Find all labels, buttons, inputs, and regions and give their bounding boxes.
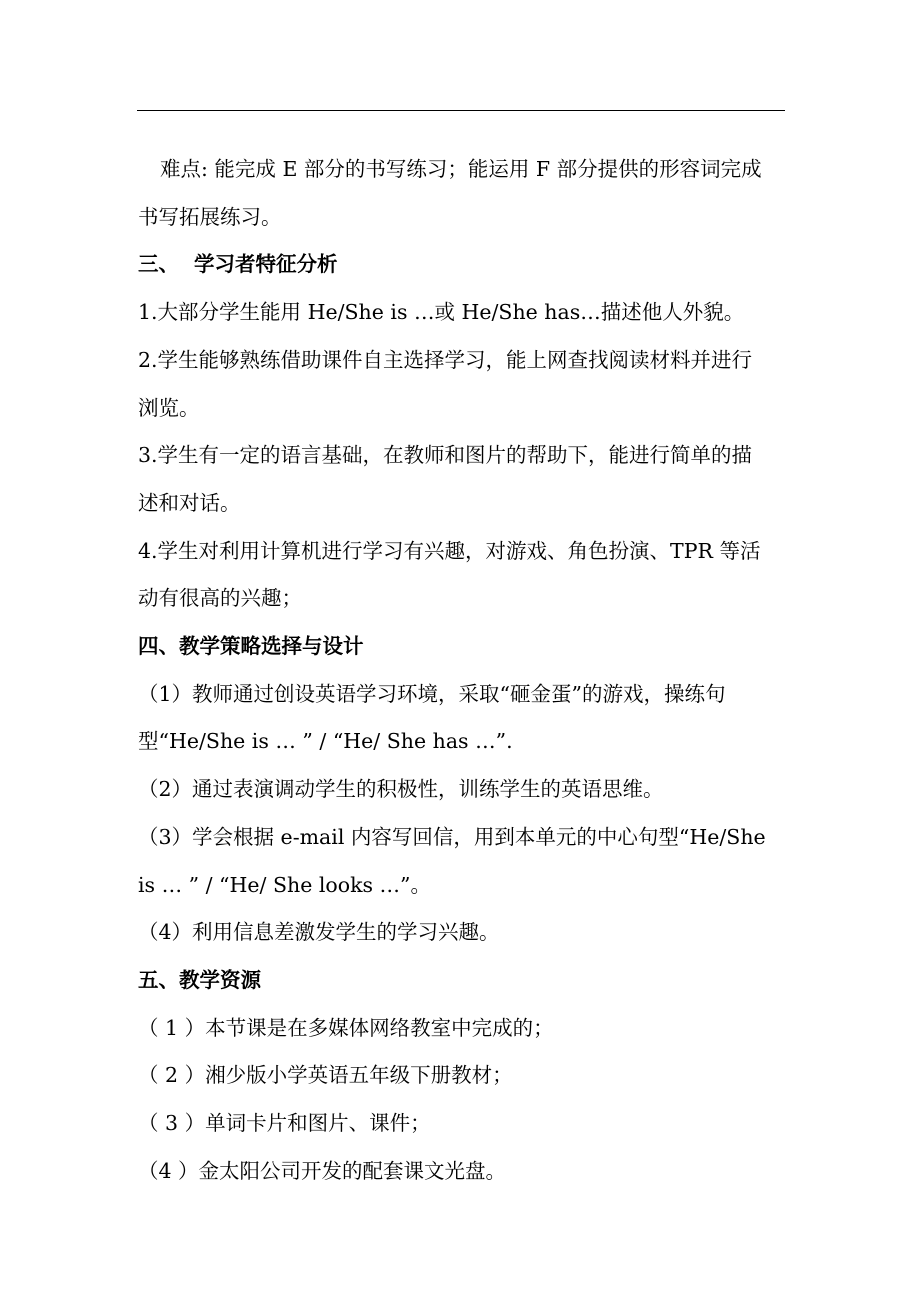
document-body <box>138 146 788 1195</box>
learner-item-4-line-2: 动有很高的兴趣； <box>138 586 302 611</box>
section-3-heading <box>138 241 788 289</box>
learner-item-1-line-1: 1.大部分学生能用 He/She is …或 He/She has…描述他人外貌。 <box>138 300 745 325</box>
learner-item-2-line-1: 2.学生能够熟练借助课件自主选择学习，能上网查找阅读材料并进行 <box>138 347 753 372</box>
strategy-item-1-line-1: （1）教师通过创设英语学习环境，采取“砸金蛋”的游戏，操练句 <box>138 681 726 706</box>
header-rule <box>137 110 785 111</box>
section-3-number: 三、 <box>138 252 179 277</box>
resource-item-3: （ 3 ）单词卡片和图片、课件； <box>138 1111 431 1136</box>
learner-item-4-line-1: 4.学生对利用计算机进行学习有兴趣，对游戏、角色扮演、TPR 等活 <box>138 538 761 563</box>
section-3-title: 学习者特征分析 <box>194 252 338 277</box>
strategy-item-3-line-2: is … ” / “He/ She looks …”。 <box>138 872 432 897</box>
section-5-heading: 五、教学资源 <box>138 967 261 992</box>
resource-item-4: （4 ）金太阳公司开发的配套课文光盘。 <box>138 1158 507 1183</box>
learner-item-3-line-1: 3.学生有一定的语言基础，在教师和图片的帮助下，能进行简单的描 <box>138 443 753 468</box>
difficulty-line-2: 书写拓展练习。 <box>138 204 282 229</box>
strategy-item-2-line-1: （2）通过表演调动学生的积极性，训练学生的英语思维。 <box>138 777 664 802</box>
strategy-item-4-line-1: （4）利用信息差激发学生的学习兴趣。 <box>138 920 500 945</box>
resource-item-1: （ 1 ）本节课是在多媒体网络教室中完成的； <box>138 1015 554 1040</box>
learner-item-3-line-2: 述和对话。 <box>138 490 241 515</box>
difficulty-line-1: 难点: 能完成 E 部分的书写练习；能运用 F 部分提供的形容词完成 <box>160 157 762 181</box>
learner-item-2-line-2: 浏览。 <box>138 395 200 420</box>
strategy-item-3-line-1: （3）学会根据 e-mail 内容写回信，用到本单元的中心句型“He/She <box>138 824 766 849</box>
strategy-item-1-line-2: 型“He/She is … ” / “He/ She has …”. <box>138 729 513 754</box>
resource-item-2: （ 2 ）湘少版小学英语五年级下册教材； <box>138 1063 513 1088</box>
section-4-heading: 四、教学策略选择与设计 <box>138 634 364 659</box>
